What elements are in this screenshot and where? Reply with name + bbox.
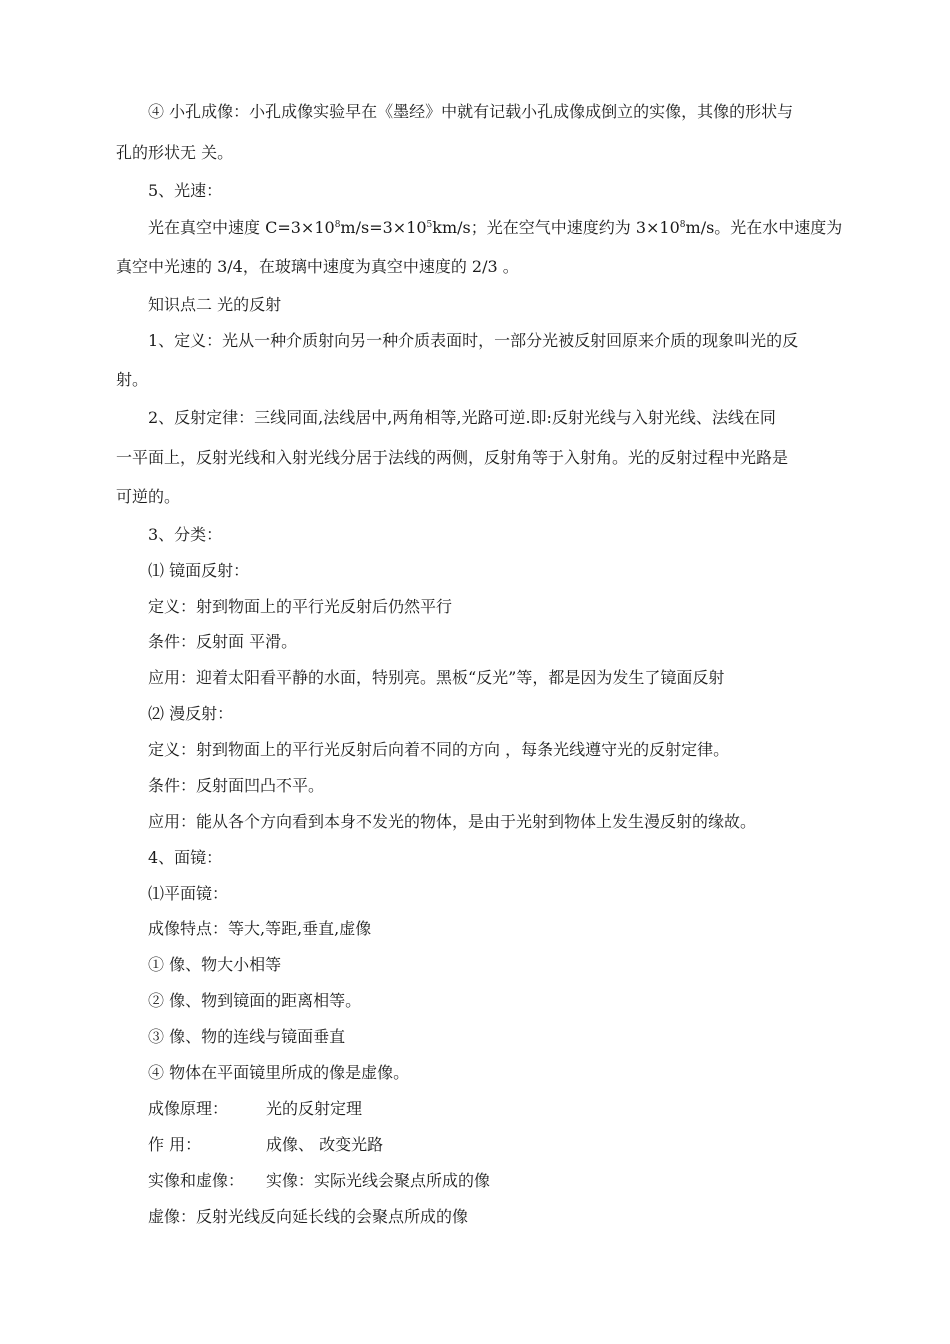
real-image-value: 实像：实际光线会聚点所成的像 [266, 1171, 491, 1190]
real-and-virtual-image [148, 1171, 490, 1191]
diffuse-definition: 定义：射到物面上的平行光反射后向着不同的方向 ，每条光线遵守光的反射定律。 [148, 740, 730, 759]
pinhole-line-2: 孔的形状无 关。 [116, 143, 234, 162]
classification-title: 3、分类： [148, 525, 223, 544]
speed-exponent-3: 8 [679, 220, 686, 230]
specular-title: ⑴ 镜面反射： [148, 561, 250, 580]
real-virtual-label: 实像和虚像： [148, 1171, 245, 1190]
speed-text-b: m/s=3×10 [340, 218, 427, 237]
section-5-title: 5、光速： [148, 181, 223, 200]
specular-condition: 条件：反射面 平滑。 [148, 632, 298, 651]
feature-3: ③ 像、物的连线与镜面垂直 [148, 1027, 346, 1046]
reflection-law-line-1: 2、反射定律：三线同面,法线居中,两角相等,光路可逆.即:反射光线与入射光线、法线在同 [148, 408, 776, 427]
reflection-law-line-3: 可逆的。 [116, 487, 181, 506]
principle-label: 成像原理： [148, 1099, 229, 1118]
speed-text-c: km/s；光在空气中速度约为 3×10 [432, 218, 680, 237]
speed-text-d: m/s。光在水中速度为 [685, 218, 843, 237]
plane-mirror-title: ⑴平面镜： [148, 884, 229, 903]
speed-exponent-2: 5 [426, 220, 433, 230]
light-speed-line-2: 真空中光速的 3/4，在玻璃中速度为真空中速度的 2/3 。 [116, 257, 519, 276]
imaging-principle [148, 1099, 362, 1119]
specular-definition: 定义：射到物面上的平行光反射后仍然平行 [148, 597, 453, 616]
speed-exponent-1: 8 [334, 220, 341, 230]
pinhole-line-1: ④ 小孔成像：小孔成像实验早在《墨经》中就有记载小孔成像成倒立的实像，其像的形状与 [148, 102, 794, 121]
imaging-features: 成像特点：等大,等距,垂直,虚像 [148, 919, 372, 938]
light-speed-line-1 [148, 218, 842, 238]
use-value: 成像、 改变光路 [266, 1135, 384, 1154]
diffuse-condition: 条件：反射面凹凸不平。 [148, 776, 325, 795]
knowledge-point-2-title: 知识点二 光的反射 [148, 295, 282, 314]
virtual-image-definition: 虚像：反射光线反向延长线的会聚点所成的像 [148, 1207, 469, 1226]
reflection-law-line-2: 一平面上，反射光线和入射光线分居于法线的两侧，反射角等于入射角。光的反射过程中光路是 [116, 448, 789, 467]
specular-application: 应用：迎着太阳看平静的水面，特别亮。黑板“反光”等，都是因为发生了镜面反射 [148, 668, 725, 687]
speed-text-a: 光在真空中速度 C=3×10 [148, 218, 335, 237]
feature-2: ② 像、物到镜面的距离相等。 [148, 991, 362, 1010]
mirror-use [148, 1135, 383, 1155]
diffuse-title: ⑵ 漫反射： [148, 704, 234, 723]
principle-value: 光的反射定理 [266, 1099, 363, 1118]
definition-line-2: 射。 [116, 370, 149, 389]
feature-4: ④ 物体在平面镜里所成的像是虚像。 [148, 1063, 410, 1082]
definition-line-1: 1、定义：光从一种介质射向另一种介质表面时，一部分光被反射回原来介质的现象叫光的反 [148, 331, 799, 350]
feature-1: ① 像、物大小相等 [148, 955, 282, 974]
diffuse-application: 应用：能从各个方向看到本身不发光的物体，是由于光射到物体上发生漫反射的缘故。 [148, 812, 757, 831]
use-label: 作 用： [148, 1135, 202, 1154]
section-4-title: 4、面镜： [148, 848, 223, 867]
